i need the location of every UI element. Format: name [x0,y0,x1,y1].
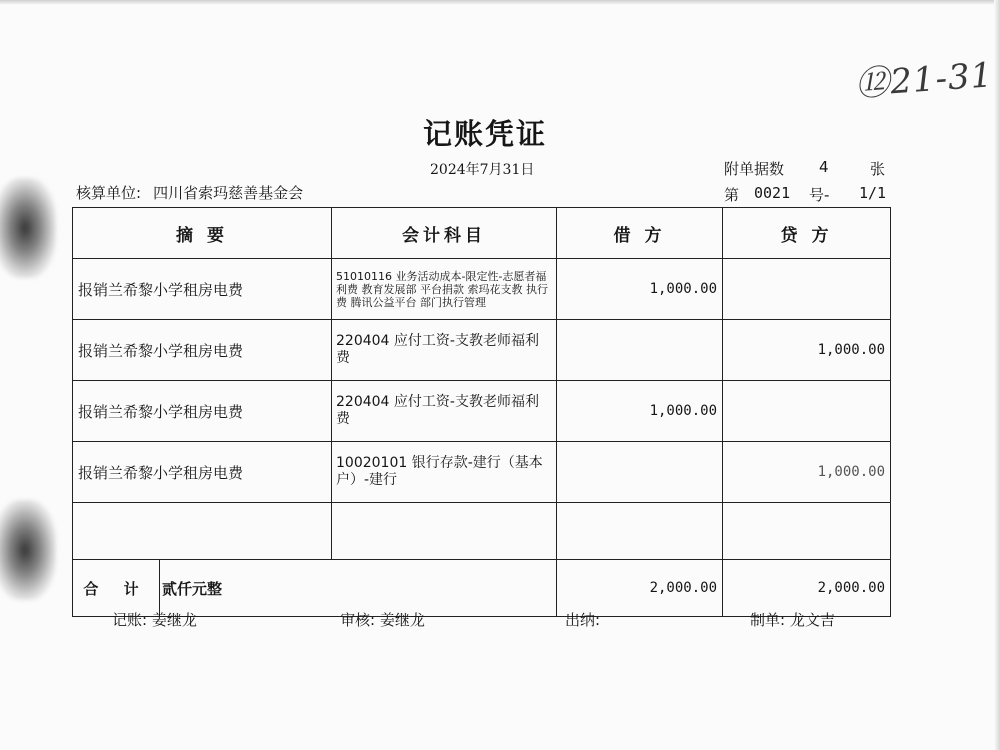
footer-preparer [750,609,835,630]
row-debit: 1,000.00 [557,259,723,320]
header-account: 会计科目 [332,208,557,259]
row-credit: 1,000.00 [723,320,891,381]
table-row [73,320,891,381]
row-account: 220404 应付工资-支教老师福利费 [332,320,557,381]
handwritten-annotation: ⑫21-31 [854,55,995,105]
row-summary: 报销兰希黎小学租房电费 [73,381,332,442]
total-credit: 2,000.00 [723,560,891,617]
empty-cell [332,503,557,560]
attachments-number: 4 [819,158,829,176]
cashier-label: 出纳: [565,611,601,629]
table-row-empty [73,503,891,560]
reviewer-name: 姜继龙 [379,611,425,629]
footer-reviewer [340,609,425,630]
empty-cell [557,503,723,560]
row-credit [723,259,891,320]
scan-edge-top [0,0,1000,5]
total-debit: 2,000.00 [557,560,723,617]
header-credit: 贷 方 [723,208,891,259]
header-summary: 摘 要 [73,208,332,259]
voucher-table [72,207,891,617]
row-credit: 1,000.00 [723,442,891,503]
row-debit: 1,000.00 [557,381,723,442]
bookkeeper-label: 记账: [112,611,148,629]
voucher-number [724,184,887,205]
attachments-label: 附单据数 [724,160,785,178]
attachments-unit: 张 [870,160,886,178]
table-row [73,381,891,442]
preparer-name: 龙文吉 [789,611,835,629]
header-debit: 借 方 [557,208,723,259]
voucher-date: 2024年7月31日 [430,162,535,178]
accounting-unit [76,182,303,203]
row-account: 220404 应付工资-支教老师福利费 [332,381,557,442]
bookkeeper-name: 姜继龙 [151,611,197,629]
table-header-row [73,208,891,259]
voucher-page: 1/1 [859,184,887,202]
table-row [73,442,891,503]
empty-cell [723,503,891,560]
total-row [73,560,891,617]
row-debit [557,442,723,503]
voucher-number-prefix: 第 [724,186,740,204]
total-label-cell [73,560,557,617]
preparer-label: 制单: [750,611,786,629]
row-summary: 报销兰希黎小学租房电费 [73,320,332,381]
voucher-title: 记账凭证 [422,117,547,151]
footer-bookkeeper [112,609,197,630]
row-account: 10020101 银行存款-建行（基本户）-建行 [332,442,557,503]
voucher-number-value: 0021 [754,184,791,202]
accounting-unit-label: 核算单位: [76,184,142,202]
footer-cashier [565,609,600,630]
empty-cell [73,503,332,560]
row-credit [723,381,891,442]
accounting-unit-name: 四川省索玛慈善基金会 [153,184,304,202]
total-label: 合 计 [73,560,160,616]
row-summary: 报销兰希黎小学租房电费 [73,259,332,320]
attachments-count [724,158,886,179]
scan-smudge-upper [0,178,56,278]
voucher-number-suffix: 号- [809,186,830,204]
reviewer-label: 审核: [340,611,376,629]
total-amount-words: 贰仟元整 [162,579,223,598]
row-summary: 报销兰希黎小学租房电费 [73,442,332,503]
row-account: 51010116 业务活动成本-限定性-志愿者福利费 教育发展部 平台捐款 索玛花支教 执行费 腾讯公益平台 部门执行管理 [332,259,557,320]
scan-edge-right [994,0,1000,750]
row-debit [557,320,723,381]
table-row [73,259,891,320]
scan-smudge-lower [0,500,56,600]
